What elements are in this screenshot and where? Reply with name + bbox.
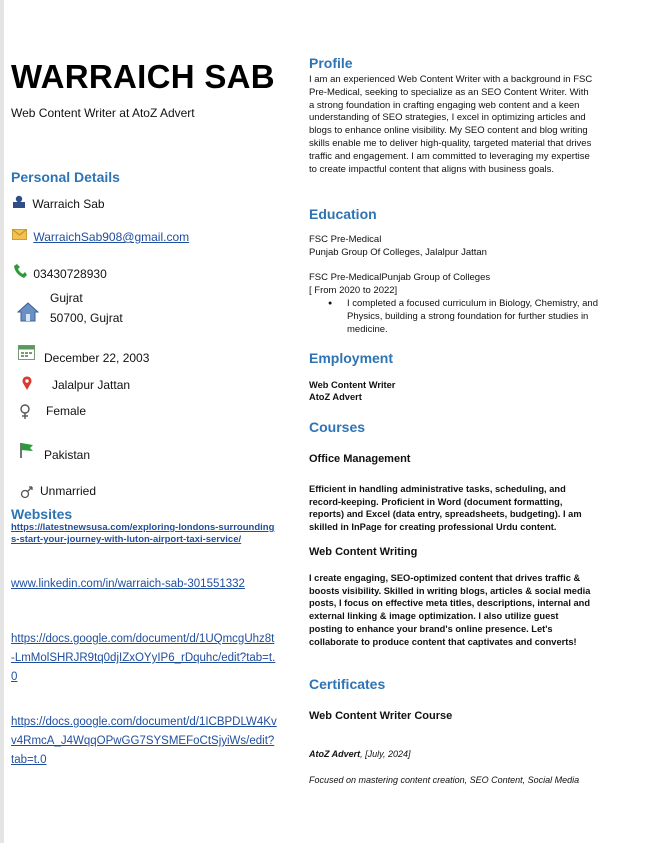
marital-status: Unmarried [40,484,97,498]
female-icon [19,404,31,425]
page-edge [0,0,4,843]
certificates-heading: Certificates [309,676,386,692]
education-heading: Education [309,206,377,222]
resume-name: WARRAICH SAB [11,58,275,95]
envelope-icon [12,229,27,244]
gender: Female [46,404,87,418]
address-postal: 50700, Gujrat [50,311,123,325]
course-2-desc: I create engaging, SEO-optimized content that drives traffic & boosts visibility. Skilled in writing blogs, articles & social media posts, I focus on effective meta titles, descriptions, internal and external linking & image optimization. I also utilize guest posting to enhance your brand's online presence. Let's collaborate to produce content that captivates and converts! [309,573,591,647]
course-2-title: Web Content Writing [309,546,418,558]
courses-heading: Courses [309,419,366,435]
calendar-icon [18,344,35,365]
website-link-doc-2[interactable]: https://docs.google.com/document/d/1ICBPDLW4Kvv4RmcA_J4WqqOPwGG7SYSMEFoCtSjyiWs/edit?tab=t.0 [11,716,277,766]
education-2-title: FSC Pre-MedicalPunjab Group of Colleges [309,272,491,283]
personal-details-heading: Personal Details [11,169,120,185]
education-1-degree: FSC Pre-Medical [309,234,382,245]
pin-icon [21,376,33,396]
education-1-school: Punjab Group Of Colleges, Jalalpur Jattan [309,247,487,258]
nationality: Pakistan [44,448,91,462]
phone-row [14,263,107,281]
email-row [12,229,189,244]
websites-heading: Websites [11,506,73,522]
profile-text: I am an experienced Web Content Writer with a background in FSC Pre-Medical, seeking to specialize as an SEO Content Writer. With a strong foundation in crafting engaging web content and a keen understanding of SEO strategies, I excel in optimizing articles and blogs to enhance online visibility. My SEO content and blog writing skills enable me to deliver high-quality, targeted material that drives traffic and engagement. I am committed to leveraging my expertise to create impactful content that aligns with business goals. [309,74,593,175]
website-link-doc-1[interactable]: https://docs.google.com/document/d/1UQmcgUhz8t-LmMolSHRJR9tq0djIZxOYyIP6_rDquhc/edit?tab=t.0 [11,633,276,683]
certificate-date: , [July, 2024] [360,749,411,759]
education-2-bullet: ● I completed a focused curriculum in Biology, Chemistry, and Physics, building a strong foundation for further studies in medicine. [347,298,599,336]
phone-number: 03430728930 [33,267,107,281]
education-2-dates: [ From 2020 to 2022] [309,285,398,296]
flag-icon [19,442,35,463]
date-of-birth: December 22, 2003 [44,351,150,365]
course-1-title: Office Management [309,453,411,465]
phone-icon [14,263,27,281]
certificate-title: Web Content Writer Course [309,710,453,722]
profile-heading: Profile [309,55,353,71]
full-name-row [12,195,105,211]
marital-icon [20,485,34,504]
house-icon [17,302,39,327]
email-link[interactable]: WarraichSab908@gmail.com [33,230,190,244]
education-2-details [309,298,599,336]
full-name: Warraich Sab [32,197,105,211]
certificate-issuer: AtoZ Advert [309,749,361,759]
certificate-issuer-date [309,749,411,759]
website-link-linkedin[interactable]: www.linkedin.com/in/warraich-sab-301551332 [11,578,245,590]
employment-title: Web Content Writer [309,380,396,390]
place-of-birth: Jalalpur Jattan [52,378,131,392]
course-1-desc: Efficient in handling administrative tasks, scheduling, and record-keeping. Proficient in Word (document formatting, reports) and Excel (data entry, spreadsheets, budgeting). I am skilled in InPage for creating professional Urdu content. [309,484,582,533]
employment-heading: Employment [309,350,394,366]
person-icon [12,195,26,211]
address-city: Gujrat [50,291,83,305]
website-link-article[interactable]: https://latestnewsusa.com/exploring-londons-surroundings-start-your-journey-with-luton-airport-taxi-service/ [11,522,275,545]
resume-subtitle: Web Content Writer at AtoZ Advert [11,106,195,120]
employment-company: AtoZ Advert [309,392,362,402]
certificate-desc: Focused on mastering content creation, SEO Content, Social Media [309,775,580,785]
